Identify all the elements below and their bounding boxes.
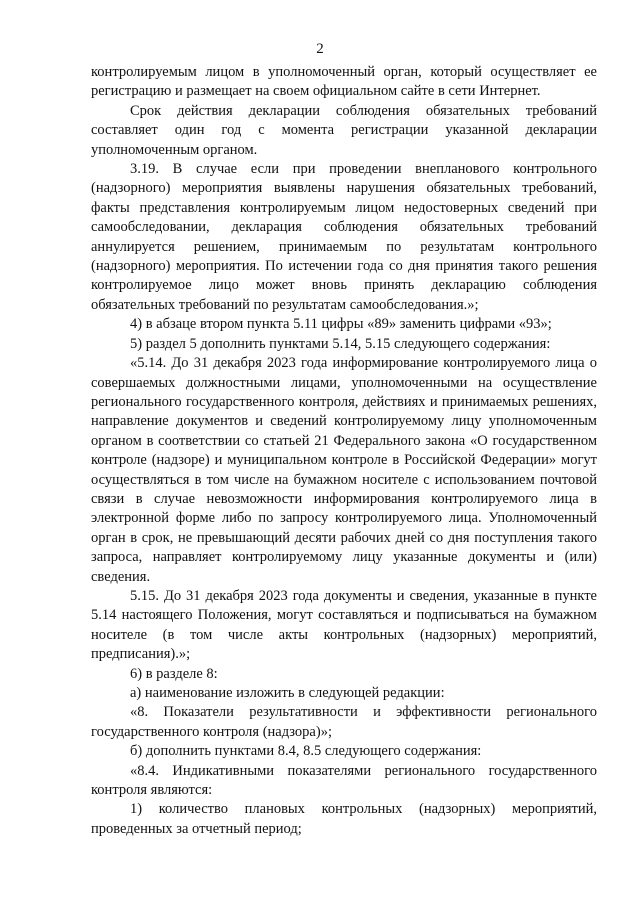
- paragraph-section-8-title: «8. Показатели результативности и эффективности регионального государственного контроля (надзора)»;: [91, 704, 597, 740]
- paragraph-amendment-5: 5) раздел 5 дополнить пунктами 5.14, 5.15 следующего содержания:: [130, 335, 551, 352]
- paragraph-3-19: 3.19. В случае если при проведении внепланового контрольного (надзорного) мероприятия выявлены нарушения обязательных требований, факты представления контролируемым лицом недостоверных сведений при самообследовании, декларация соблюдения обязательных требований аннулируется решением, принимаемым по результатам контрольного (надзорного) мероприятия. По истечении года со дня принятия такого решения контролируемое лицо может вновь принять декларацию соблюдения обязательных требований по результатам самообследования.»;: [91, 161, 597, 313]
- paragraph-5-15: 5.15. До 31 декабря 2023 года документы и сведения, указанные в пункте 5.14 настоящего Положения, могут составляться и подписываться на бумажном носителе (в том числе акты контрольных (надзорных) мероприятий, предписания).»;: [91, 587, 597, 663]
- paragraph-8-4: «8.4. Индикативными показателями регионального государственного контроля являются:: [91, 762, 597, 799]
- paragraph-amendment-4: 4) в абзаце втором пункта 5.11 цифры «89» заменить цифрами «93»;: [130, 316, 552, 333]
- paragraph-indicator-1: 1) количество плановых контрольных (надзорных) мероприятий, проведенных за отчетный период;: [91, 801, 597, 837]
- paragraph-declaration-validity: Срок действия декларации соблюдения обязательных требований составляет один год с момента регистрации указанной декларации уполномоченным органом.: [91, 102, 597, 158]
- paragraph-item-b: б) дополнить пунктами 8.4, 8.5 следующего содержания:: [130, 743, 482, 760]
- paragraph-amendment-6: 6) в разделе 8:: [130, 665, 218, 682]
- paragraph-item-a: а) наименование изложить в следующей редакции:: [130, 685, 445, 701]
- paragraph-5-14: «5.14. До 31 декабря 2023 года информирование контролируемого лица о совершаемых должностными лицами, уполномоченными на осуществление регионального государственного контроля, действиях и принимаемых решениях, направление документов и сведений контролируемому лицу уполномоченным органом в соответствии со статьей 21 Федерального закона «О государственном контроле (надзоре) и муниципальном контроле в Российской Федерации» могут осуществляться в том числе на бумажном носителе с использованием почтовой связи в случае невозможности информирования контролируемого лица в электронной форме либо по запросу контролируемого лица. Уполномоченный орган в срок, не превышающий десяти рабочих дней со дня поступления такого запроса, направляет контролируемому лицу указанные документы и (или) сведения.: [91, 355, 597, 585]
- paragraph-registration-continuation: контролируемым лицом в уполномоченный орган, который осуществляет ее регистрацию и размещает на своем официальном сайте в сети Интернет.: [91, 64, 597, 100]
- document-body: [91, 63, 597, 839]
- page-number: 2: [316, 41, 324, 57]
